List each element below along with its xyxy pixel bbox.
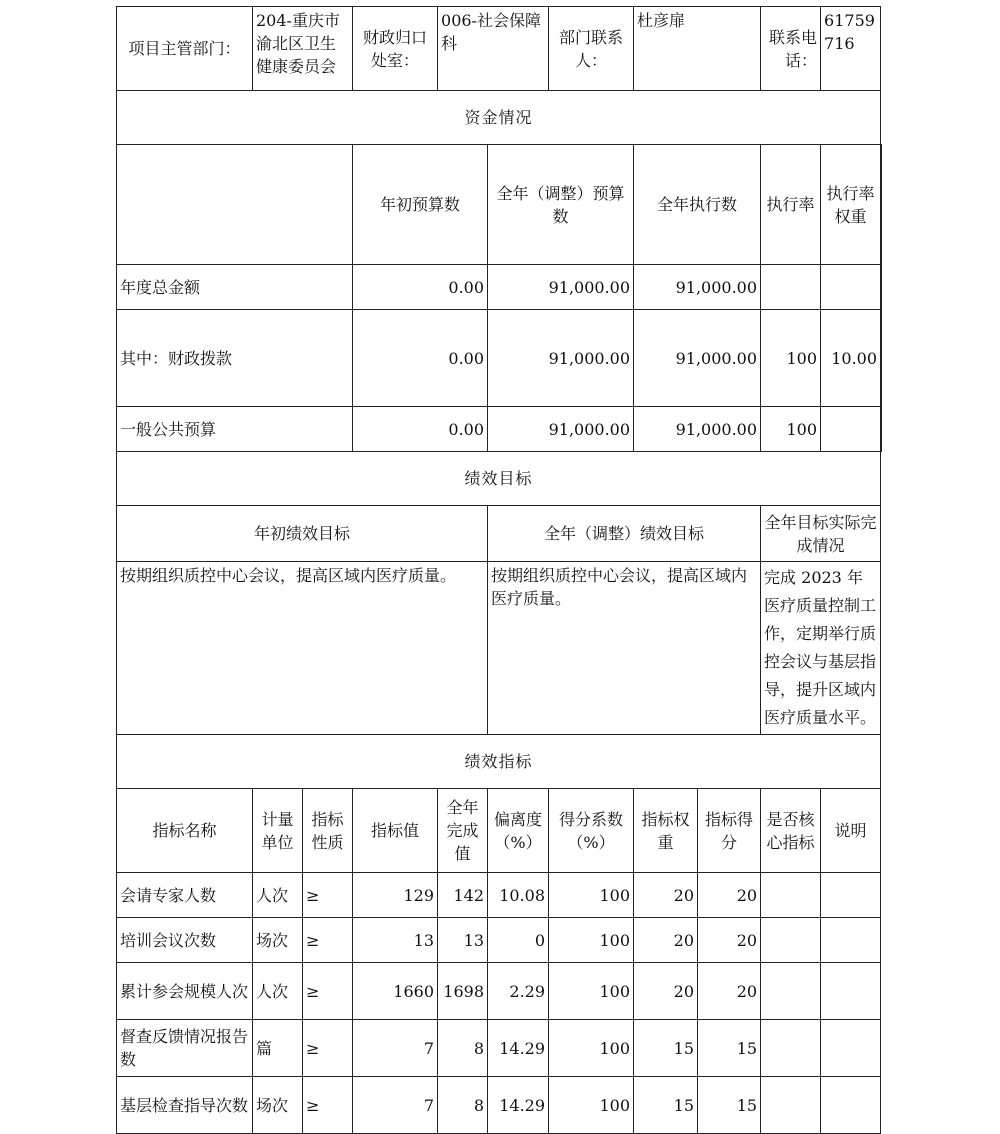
ind-note [821,918,881,963]
ind-weight: 20 [634,918,698,963]
office-value: 006-社会保障科 [438,7,549,91]
dept-value: 204-重庆市渝北区卫生健康委员会 [253,7,353,91]
phone-value: 61759716 [821,7,881,91]
goals-actual-text: 完成 2023 年医疗质量控制工作，定期举行质控会议与基层指导，提升区域内医疗质量水平。 [761,562,881,735]
ind-actual: 13 [438,918,488,963]
ind-col-core: 是否核心指标 [761,789,821,873]
ind-unit: 篇 [253,1020,303,1077]
ind-nature: ≥ [303,1020,353,1077]
ind-col-weight: 指标权重 [634,789,698,873]
ind-target: 13 [353,918,438,963]
ind-col-unit: 计量单位 [253,789,303,873]
ind-col-coef: 得分系数（%） [549,789,634,873]
ind-col-name: 指标名称 [117,789,253,873]
ind-weight: 15 [634,1020,698,1077]
contact-value: 杜彦扉 [634,7,761,91]
ind-target: 7 [353,1020,438,1077]
goals-section-row [117,452,882,506]
ind-deviation: 10.08 [488,873,549,918]
funds-row-score [881,310,882,407]
ind-col-actual: 全年完成值 [438,789,488,873]
indicator-row [117,963,882,1020]
ind-coef: 100 [549,1077,634,1134]
ind-name: 督查反馈情况报告数 [117,1020,253,1077]
ind-core [761,1020,821,1077]
goals-initial-text: 按期组织质控中心会议，提高区域内医疗质量。 [117,562,488,735]
ind-col-score: 指标得分 [698,789,761,873]
ind-score: 15 [698,1020,761,1077]
ind-score: 20 [698,873,761,918]
ind-weight: 20 [634,873,698,918]
goals-section-title: 绩效目标 [117,452,881,506]
ind-unit: 场次 [253,1077,303,1134]
funds-row-initial: 0.00 [353,265,488,310]
funds-row-rate: 100 [761,407,821,452]
funds-header-row [117,145,882,265]
funds-row-rate [761,265,821,310]
ind-score: 20 [698,963,761,1020]
indicator-row [117,873,882,918]
ind-deviation: 0 [488,918,549,963]
ind-weight: 20 [634,963,698,1020]
ind-target: 1660 [353,963,438,1020]
ind-core [761,1077,821,1134]
funds-row-name: 一般公共预算 [117,407,353,452]
ind-coef: 100 [549,963,634,1020]
performance-table [116,6,882,1134]
indicators-section-title: 绩效指标 [117,735,881,789]
ind-note [821,1020,881,1077]
contact-label: 部门联系人： [549,7,634,91]
indicator-row [117,1020,882,1077]
ind-col-nature: 指标性质 [303,789,353,873]
ind-score: 15 [698,1077,761,1134]
funds-row-weight [821,407,881,452]
funds-row-name: 年度总金额 [117,265,353,310]
funds-row [117,265,882,310]
ind-target: 7 [353,1077,438,1134]
phone-label: 联系电话： [761,7,821,91]
ind-unit: 人次 [253,963,303,1020]
funds-col-rate: 执行率 [761,145,821,265]
goals-col-adjusted: 全年（调整）绩效目标 [488,506,761,562]
funds-row-initial: 0.00 [353,310,488,407]
funds-row-executed: 91,000.00 [634,407,761,452]
ind-name: 培训会议次数 [117,918,253,963]
funds-row-score [881,265,882,310]
ind-unit: 场次 [253,918,303,963]
funds-row-weight: 10.00 [821,310,881,407]
ind-actual: 8 [438,1077,488,1134]
funds-col-executed: 全年执行数 [634,145,761,265]
ind-name: 累计参会规模人次 [117,963,253,1020]
goals-adjusted-text: 按期组织质控中心会议，提高区域内医疗质量。 [488,562,761,735]
ind-name: 会请专家人数 [117,873,253,918]
funds-col-initial: 年初预算数 [353,145,488,265]
ind-deviation: 14.29 [488,1020,549,1077]
funds-row-initial: 0.00 [353,407,488,452]
ind-core [761,918,821,963]
ind-actual: 8 [438,1020,488,1077]
indicators-header-row [117,789,882,873]
ind-col-target: 指标值 [353,789,438,873]
goals-col-actual: 全年目标实际完成情况 [761,506,881,562]
funds-row [117,407,882,452]
ind-nature: ≥ [303,963,353,1020]
ind-col-note: 说明 [821,789,881,873]
ind-actual: 1698 [438,963,488,1020]
indicator-row [117,918,882,963]
goals-col-initial: 年初绩效目标 [117,506,488,562]
funds-section-title: 资金情况 [117,91,881,145]
ind-nature: ≥ [303,1077,353,1134]
indicator-row [117,1077,882,1134]
ind-coef: 100 [549,1020,634,1077]
goals-header-row [117,506,882,562]
funds-row-adjusted: 91,000.00 [488,310,634,407]
ind-nature: ≥ [303,918,353,963]
funds-row-adjusted: 91,000.00 [488,265,634,310]
funds-row-name: 其中：财政拨款 [117,310,353,407]
funds-header-blank [117,145,353,265]
funds-row [117,310,882,407]
office-label: 财政归口处室： [353,7,438,91]
funds-row-adjusted: 91,000.00 [488,407,634,452]
ind-coef: 100 [549,918,634,963]
goals-content-row [117,562,882,735]
ind-note [821,1077,881,1134]
ind-weight: 15 [634,1077,698,1134]
ind-coef: 100 [549,873,634,918]
ind-deviation: 14.29 [488,1077,549,1134]
funds-section-row [117,91,882,145]
funds-col-adjusted: 全年（调整）预算数 [488,145,634,265]
funds-col-score [881,145,882,265]
indicators-section-row [117,735,882,789]
performance-report-page [116,6,882,1134]
ind-note [821,873,881,918]
ind-actual: 142 [438,873,488,918]
ind-score: 20 [698,918,761,963]
ind-deviation: 2.29 [488,963,549,1020]
ind-name: 基层检查指导次数 [117,1077,253,1134]
funds-row-rate: 100 [761,310,821,407]
funds-row-executed: 91,000.00 [634,310,761,407]
ind-nature: ≥ [303,873,353,918]
funds-row-weight [821,265,881,310]
funds-row-score [881,407,882,452]
ind-core [761,873,821,918]
funds-col-weight: 执行率权重 [821,145,881,265]
funds-row-executed: 91,000.00 [634,265,761,310]
ind-core [761,963,821,1020]
ind-note [821,963,881,1020]
dept-label: 项目主管部门： [117,7,253,91]
ind-col-deviation: 偏离度（%） [488,789,549,873]
ind-target: 129 [353,873,438,918]
header-info-row [117,7,882,91]
ind-unit: 人次 [253,873,303,918]
